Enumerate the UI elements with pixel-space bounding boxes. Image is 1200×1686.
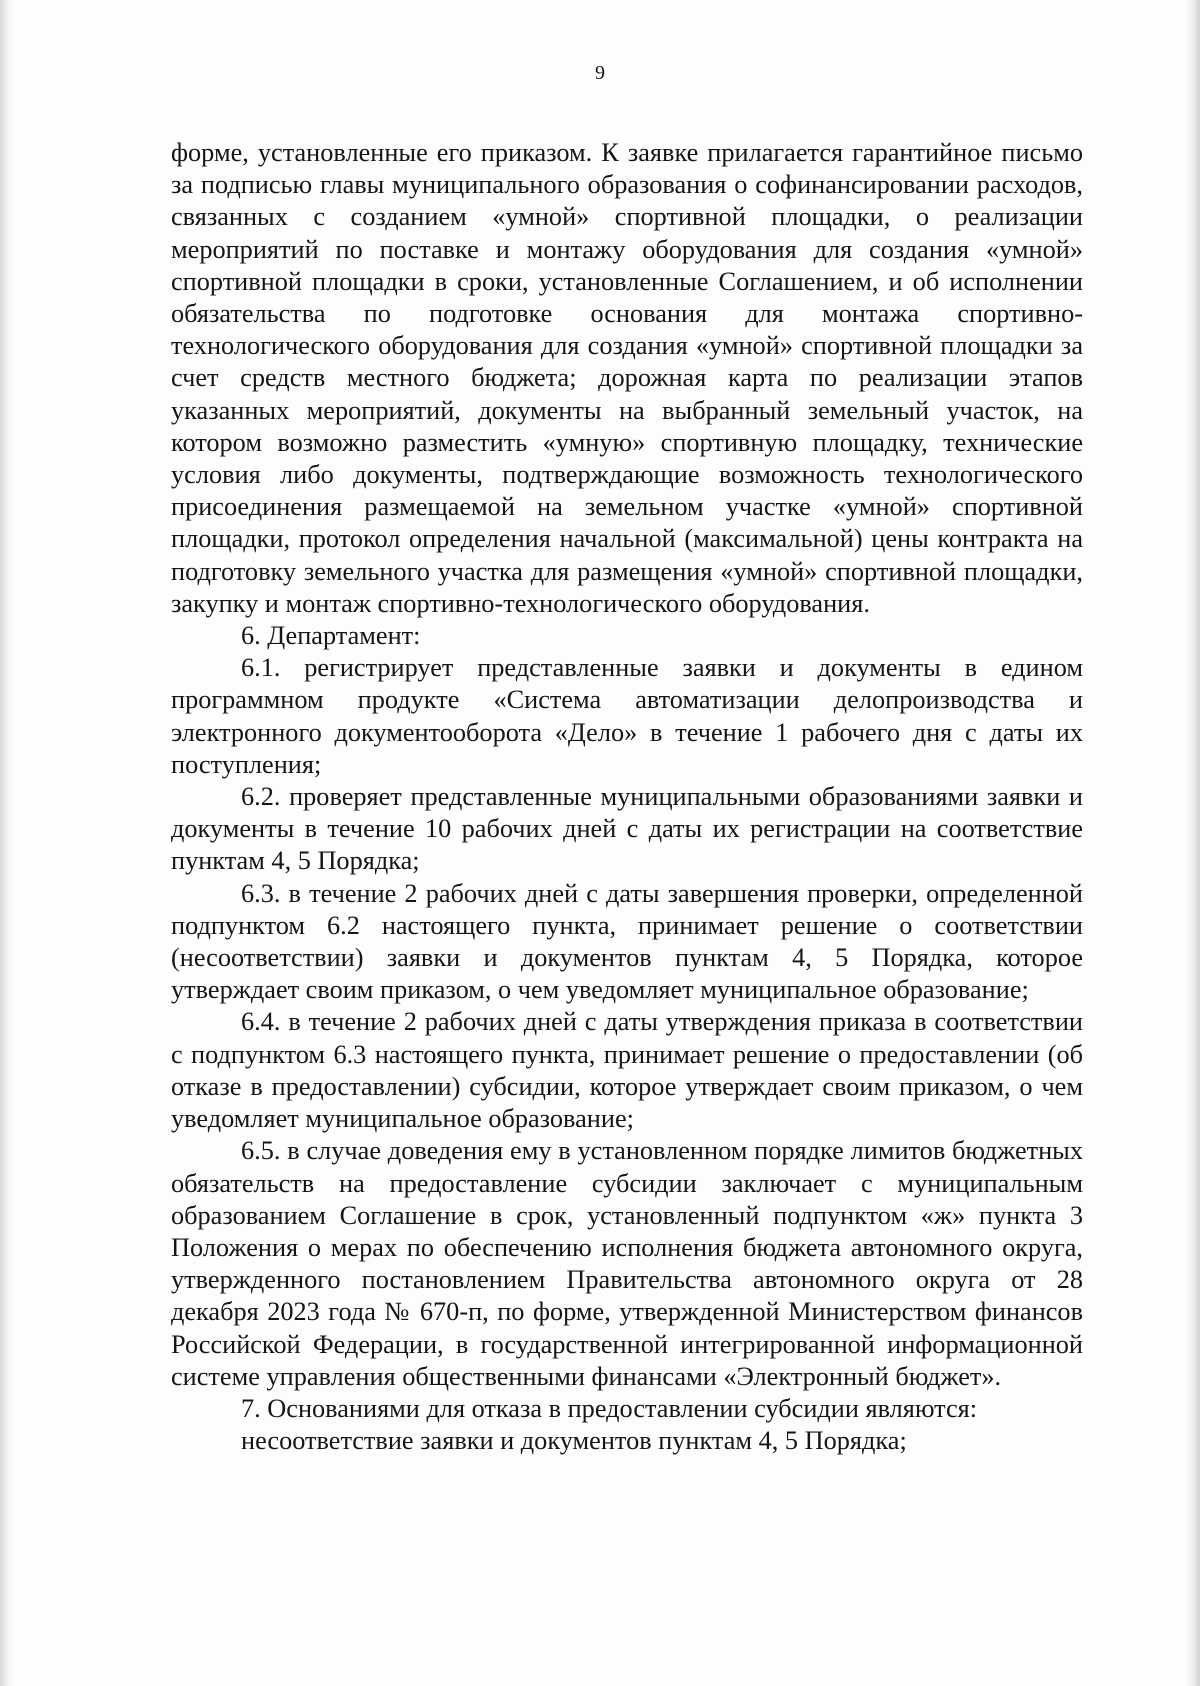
paragraph-item-6-2: 6.2. проверяет представленные муниципальными образованиями заявки и документы в течение 10 рабочих дней с даты их регистрации на соответствие пунктам 4, 5 Порядка; [171,782,1083,876]
scan-edge-right [1186,0,1200,1686]
paragraph-item-6: 6. Департамент: [241,621,421,651]
scan-edge-left [0,0,14,1686]
document-body [171,137,1083,1457]
paragraph-item-6-3: 6.3. в течение 2 рабочих дней с даты завершения проверки, определенной подпунктом 6.2 настоящего пункта, принимает решение о соответствии (несоответствии) заявки и документов пунктам 4, 5 Порядка, которое утверждает своим приказом, о чем уведомляет муниципальное образование; [171,878,1083,1005]
paragraph-item-6-1: 6.1. регистрирует представленные заявки и документы в едином программном продукте «Система автоматизации делопроизводства и электронного документооборота «Дело» в течение 1 рабочего дня с даты их поступления; [171,653,1083,779]
page-number: 9 [595,62,605,84]
paragraph-item-7-ground-1: несоответствие заявки и документов пунктам 4, 5 Порядка; [241,1426,907,1456]
paragraph-item-6-4: 6.4. в течение 2 рабочих дней с даты утверждения приказа в соответствии с подпунктом 6.3 настоящего пункта, принимает решение о предоставлении (об отказе в предоставлении) субсидии, которое утверждает своим приказом, о чем уведомляет муниципальное образование; [171,1007,1083,1134]
paragraph-item-6-5: 6.5. в случае доведения ему в установленном порядке лимитов бюджетных обязательств на предоставление субсидии заключает с муниципальным образованием Соглашение в срок, установленный подпунктом «ж» пункта 3 Положения о мерах по обеспечению исполнения бюджета автономного округа, утвержденного постановлением Правительства автономного округа от 28 декабря 2023 года № 670-п, по форме, утвержденной Министерством финансов Российской Федерации, в государственной интегрированной информационной системе управления общественными финансами «Электронный бюджет». [171,1136,1083,1391]
paragraph-continuation: форме, установленные его приказом. К заявке прилагается гарантийное письмо за подписью главы муниципального образования о софинансировании расходов, связанных с созданием «умной» спортивной площадки, о реализации мероприятий по поставке и монтажу оборудования для создания «умной» спортивной площадки в сроки, установленные Соглашением, и об исполнении обязательства по подготовке основания для монтажа спортивно-технологического оборудования для создания «умной» спортивной площадки за счет средств местного бюджета; дорожная карта по реализации этапов указанных мероприятий, документы на выбранный земельный участок, на котором возможно разместить «умную» спортивную площадку, технические условия либо документы, подтверждающие возможность технологического присоединения размещаемой на земельном участке «умной» спортивной площадки, протокол определения начальной (максимальной) цены контракта на подготовку земельного участка для размещения «умной» спортивной площадки, закупку и монтаж спортивно-технологического оборудования. [171,138,1083,618]
paragraph-item-7: 7. Основаниями для отказа в предоставлении субсидии являются: [241,1393,978,1423]
